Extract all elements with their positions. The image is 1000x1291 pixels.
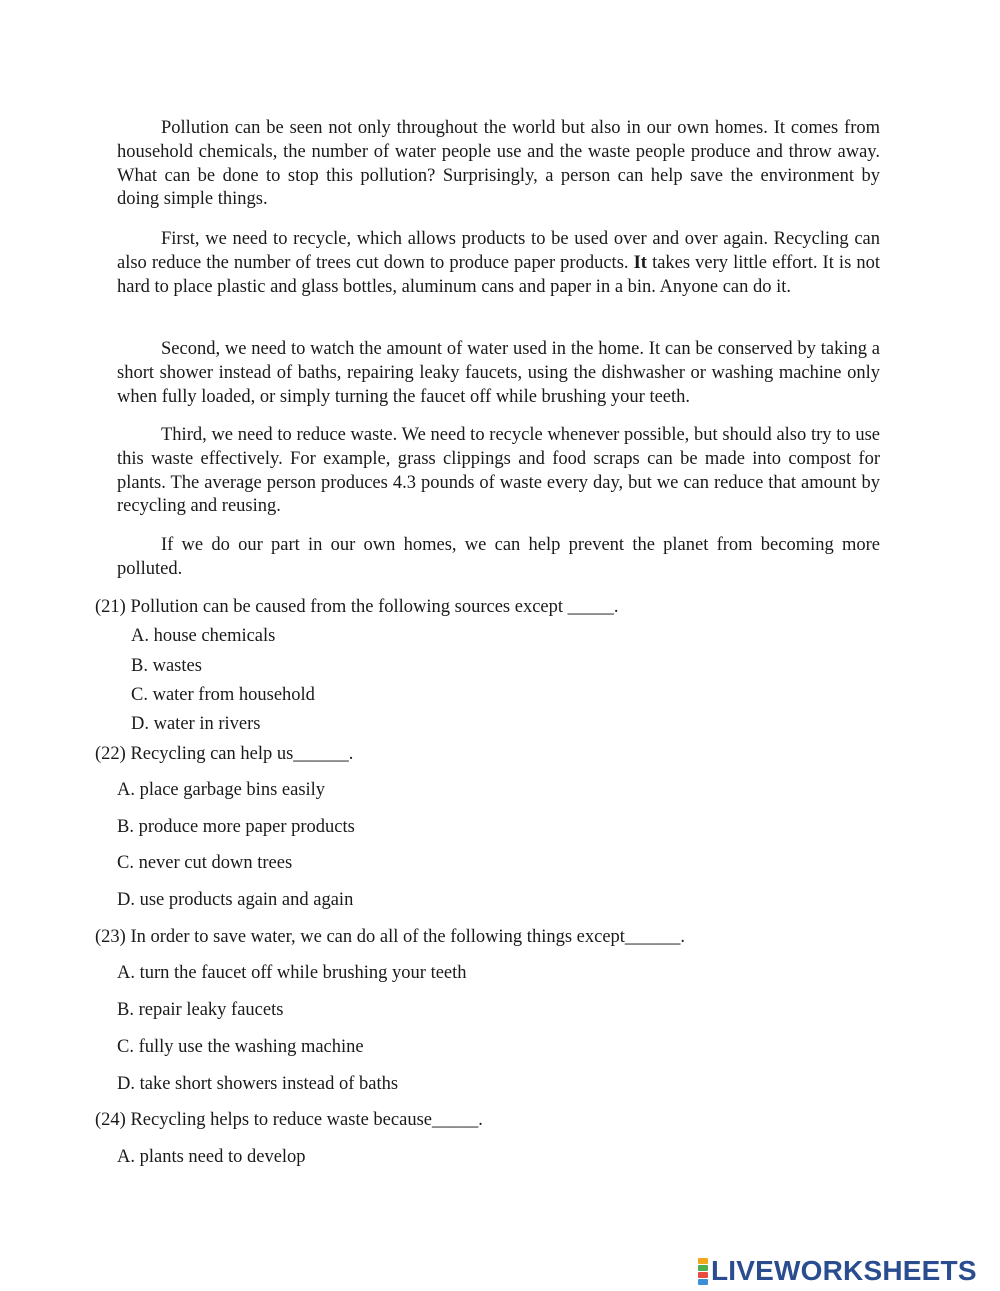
question-23-option-c[interactable]: C. fully use the washing machine bbox=[117, 1037, 364, 1057]
question-21-option-a[interactable]: A. house chemicals bbox=[131, 626, 276, 646]
passage-paragraph-5: If we do our part in our own homes, we can help prevent the planet from becoming more polluted. bbox=[117, 535, 880, 579]
question-21-option-c[interactable]: C. water from household bbox=[131, 685, 315, 705]
question-22-option-c[interactable]: C. never cut down trees bbox=[117, 853, 293, 873]
question-24-stem: (24) Recycling helps to reduce waste because_____. bbox=[95, 1110, 483, 1130]
question-23-stem: (23) In order to save water, we can do all of the following things except______. bbox=[95, 927, 686, 947]
question-23-option-b[interactable]: B. repair leaky faucets bbox=[117, 1000, 284, 1020]
logo-block bbox=[698, 1279, 708, 1285]
logo-block bbox=[698, 1265, 708, 1271]
passage-paragraph-1: Pollution can be seen not only throughout the world but also in our own homes. It comes from household chemicals, the number of water people use and the waste people produce and throw away. What can be done to stop this pollution? Surprisingly, a person can help save the environment by doing simple things. bbox=[117, 118, 880, 210]
question-21-stem: (21) Pollution can be caused from the following sources except _____. bbox=[95, 597, 619, 617]
question-23-option-d[interactable]: D. take short showers instead of baths bbox=[117, 1074, 399, 1094]
passage-p2-bold-it: It bbox=[633, 252, 647, 273]
logo-block bbox=[698, 1258, 708, 1264]
question-22-option-d[interactable]: D. use products again and again bbox=[117, 890, 354, 910]
question-22-option-a[interactable]: A. place garbage bins easily bbox=[117, 780, 326, 800]
question-22-stem: (22) Recycling can help us______. bbox=[95, 744, 354, 764]
passage-p2-text-a: First, we need to recycle, which allows products to be used over and over again. Recycling can also reduce the number of trees cut down to produce paper products. bbox=[117, 229, 880, 273]
question-21-option-b[interactable]: B. wastes bbox=[131, 656, 202, 676]
passage-p2-text-b: takes very little effort. It is not hard to place plastic and glass bottles, aluminum cans and paper in a bin. Anyone can do it. bbox=[117, 252, 880, 297]
logo-text: LIVEWORKSHEETS bbox=[711, 1255, 977, 1286]
question-23-option-a[interactable]: A. turn the faucet off while brushing your teeth bbox=[117, 963, 467, 983]
question-24-option-a[interactable]: A. plants need to develop bbox=[117, 1147, 306, 1167]
passage-paragraph-4: Third, we need to reduce waste. We need to recycle whenever possible, but should also try to use this waste effectively. For example, grass clippings and food scraps can be made into compost for plants. The average person produces 4.3 pounds of waste every day, but we can reduce that amount by recycling and reusing. bbox=[117, 425, 880, 517]
liveworksheets-logo bbox=[698, 1254, 977, 1288]
question-22-option-b[interactable]: B. produce more paper products bbox=[117, 817, 355, 837]
logo-blocks-icon bbox=[698, 1258, 708, 1285]
logo-block bbox=[698, 1272, 708, 1278]
passage-paragraph-2 bbox=[117, 228, 880, 299]
passage-paragraph-3: Second, we need to watch the amount of water used in the home. It can be conserved by taking a short shower instead of baths, repairing leaky faucets, using the dishwasher or washing machine only when fully loaded, or simply turning the faucet off while brushing your teeth. bbox=[117, 339, 880, 407]
question-21-option-d[interactable]: D. water in rivers bbox=[131, 714, 261, 734]
